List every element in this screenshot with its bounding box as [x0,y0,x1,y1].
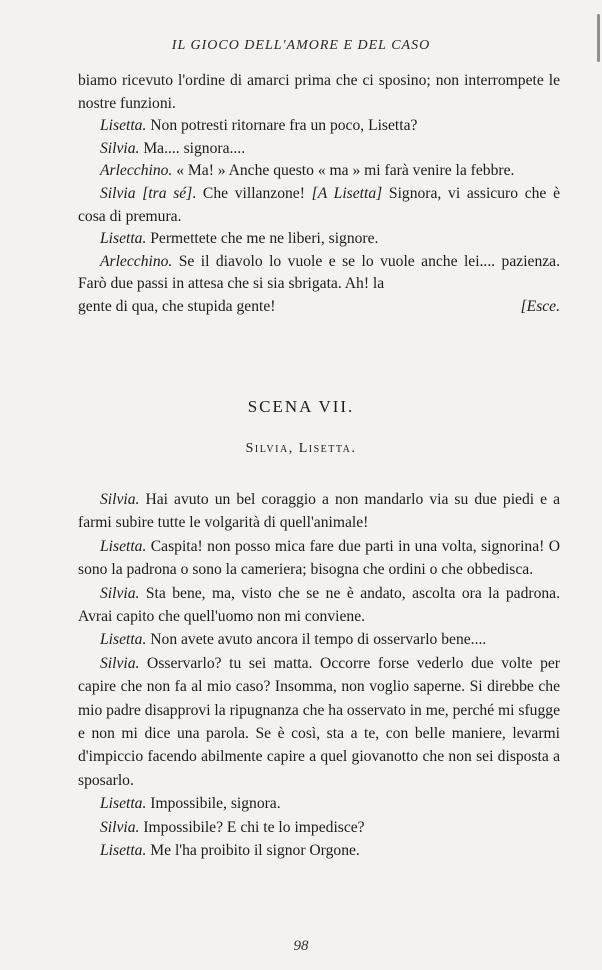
speaker-name: Silvia. [100,654,140,672]
dialogue-line: Arlecchino. Se il diavolo lo vuole e se lo vuole anche lei.... pazienza. Farò due passi in attesa che si sia sbrigata. Ah! la [78,252,560,293]
dialogue-line: Lisetta. Non potresti ritornare fra un poco, Lisetta? [100,117,418,135]
dialogue-line: Silvia. Hai avuto un bel coraggio a non mandarlo via su due piedi e a farmi subire tutte le volgarità di quell'animale! [78,491,560,532]
dialogue-line: Lisetta. Caspita! non posso mica fare due parti in una volta, signorina! O sono la padrona o sono la cameriera; bisogna che ordini o che obbedisca. [78,537,560,579]
dialogue-block-top [78,70,560,319]
speaker-name: Arlecchino. [100,252,173,270]
speaker-name: Silvia [100,184,136,202]
speaker-name: Silvia. [100,584,140,602]
dialogue-line: Silvia. Impossibile? E chi te lo impedisce? [100,818,365,836]
dialogue-line: Silvia [tra sé]. Che villanzone! [A Lisetta] Signora, vi assicuro che è cosa di premura. [78,184,560,225]
speaker-name: Lisetta. [100,842,147,860]
dialogue-line: Lisetta. Permettete che me ne liberi, signore. [100,230,379,248]
dialogue-line: Arlecchino. « Ma! » Anche questo « ma » mi farà venire la febbre. [100,162,515,180]
speaker-name: Lisetta. [100,230,147,248]
scene-characters: Silvia, Lisetta. [245,441,357,456]
speaker-name: Arlecchino. [100,162,173,180]
speaker-name: Silvia. [100,491,140,508]
dialogue-line: Lisetta. Impossibile, signora. [100,795,281,813]
page-number: 98 [293,938,309,954]
dialogue-line: biamo ricevuto l'ordine di amarci prima che ci sposino; non interrompete le nostre funzioni. [78,72,560,112]
speaker-name: Silvia. [100,139,140,157]
speaker-name: Silvia. [100,818,140,836]
dialogue-line-exit: gente di qua, che stupida gente! [Esce. [78,296,560,319]
stage-direction: [A Lisetta] [311,184,383,202]
dialogue-line: Lisetta. Me l'ha proibito il signor Orgone. [100,842,360,860]
speaker-name: Lisetta. [100,631,147,649]
stage-direction-exit: [Esce. [520,297,560,315]
speaker-name: Lisetta. [100,117,147,135]
scene-heading: SCENA VII. [247,397,355,416]
running-title: IL GIOCO DELL'AMORE E DEL CASO [171,38,431,53]
dialogue-line: Silvia. Osservarlo? tu sei matta. Occorre forse vederlo due volte per capire che non fa al mio caso? Insomma, non voglio saperne. Si direbbe che mio padre disapprovi la ripugnanza che ha osservato in me, perché mi sfugge e non mi dice una parola. Se è così, sta a te, con belle maniere, levarmi d'impiccio facendo abilmente capire a quel giovanotto che non sei disposta a sposarlo. [78,654,560,789]
dialogue-line: Lisetta. Non avete avuto ancora il tempo di osservarlo bene.... [100,631,487,649]
stage-direction: [tra sé] [135,184,193,202]
speaker-name: Lisetta. [100,795,147,813]
speaker-name: Lisetta. [100,537,147,555]
dialogue-line: Silvia. Sta bene, ma, visto che se ne è andato, ascolta ora la padrona. Avrai capito che quell'uomo non mi conviene. [78,584,560,626]
dialogue-line: Silvia. Ma.... signora.... [100,139,246,157]
dialogue-block-bottom [78,488,560,863]
